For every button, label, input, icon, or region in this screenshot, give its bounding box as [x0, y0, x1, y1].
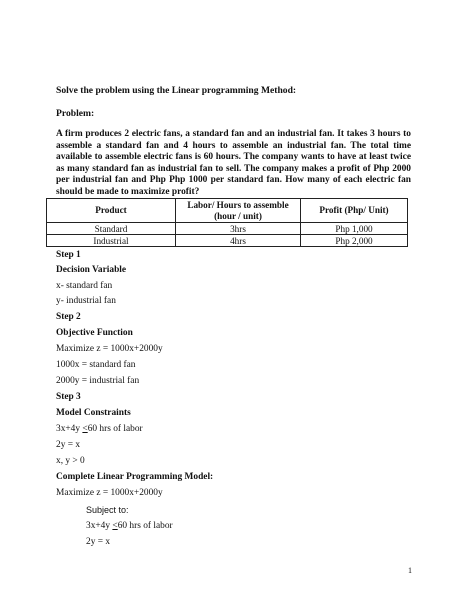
- table-cell: 4hrs: [176, 235, 301, 247]
- page-number: 1: [408, 566, 412, 575]
- table-header-labor: [176, 199, 301, 223]
- constraint-labor-lhs: 3x+4y: [56, 424, 83, 434]
- table-header-profit: Profit (Php/ Unit): [301, 199, 408, 223]
- problem-label: Problem:: [56, 108, 95, 119]
- less-equal-symbol: <: [112, 521, 118, 531]
- step3-label: Step 3: [56, 392, 81, 402]
- less-equal-symbol: <: [82, 424, 88, 434]
- table-row: [47, 235, 408, 247]
- table-cell: Php 2,000: [301, 235, 408, 247]
- table-header-labor-text: Labor/ Hours to assemble (hour / unit): [187, 200, 289, 221]
- model-constraint-ratio: 2y = x: [86, 537, 111, 547]
- constraint-labor-rhs: 60 hrs of labor: [87, 424, 143, 434]
- table-cell: 3hrs: [176, 223, 301, 235]
- step2-line: Maximize z = 1000x+2000y: [56, 344, 163, 354]
- step2-line: 1000x = standard fan: [56, 360, 136, 370]
- step2-title: Objective Function: [56, 328, 133, 338]
- model-title: Complete Linear Programming Model:: [56, 472, 214, 482]
- constraint-ratio: 2y = x: [56, 440, 81, 450]
- constraint-nonneg: x, y > 0: [56, 456, 85, 466]
- model-subject-to: Subject to:: [86, 505, 129, 515]
- constraint-labor: [56, 424, 143, 434]
- step1-label: Step 1: [56, 250, 81, 260]
- table-header-product: Product: [47, 199, 176, 223]
- model-constraint-labor-rhs: 60 hrs of labor: [117, 521, 173, 531]
- instruction-heading: Solve the problem using the Linear programming Method:: [56, 85, 297, 96]
- step1-line: y- industrial fan: [56, 296, 116, 306]
- table-row: [47, 223, 408, 235]
- step1-title: Decision Variable: [56, 265, 127, 275]
- table-header-row: [47, 199, 408, 223]
- model-constraint-labor-lhs: 3x+4y: [86, 521, 113, 531]
- model-objective: Maximize z = 1000x+2000y: [56, 488, 163, 498]
- product-table: [46, 198, 408, 247]
- model-constraint-labor: [86, 521, 173, 531]
- step3-title: Model Constraints: [56, 408, 131, 418]
- step1-line: x- standard fan: [56, 281, 113, 291]
- table-cell: Standard: [47, 223, 176, 235]
- problem-statement: A firm produces 2 electric fans, a standard fan and an industrial fan. It takes 3 hours to assemble a standard fan and 4 hours to assemble an industrial fan. The total time available to assemble electric fans is 60 hours. The company wants to have at least twice as many standard fan as industrial fan to sell. The company makes a profit of Php 2000 per industrial fan and Php Php 1000 per standard fan. How many of each electric fan should be made to maximize profit?: [56, 129, 411, 197]
- table-cell: Php 1,000: [301, 223, 408, 235]
- table-cell: Industrial: [47, 235, 176, 247]
- step2-line: 2000y = industrial fan: [56, 376, 140, 386]
- step2-label: Step 2: [56, 312, 81, 322]
